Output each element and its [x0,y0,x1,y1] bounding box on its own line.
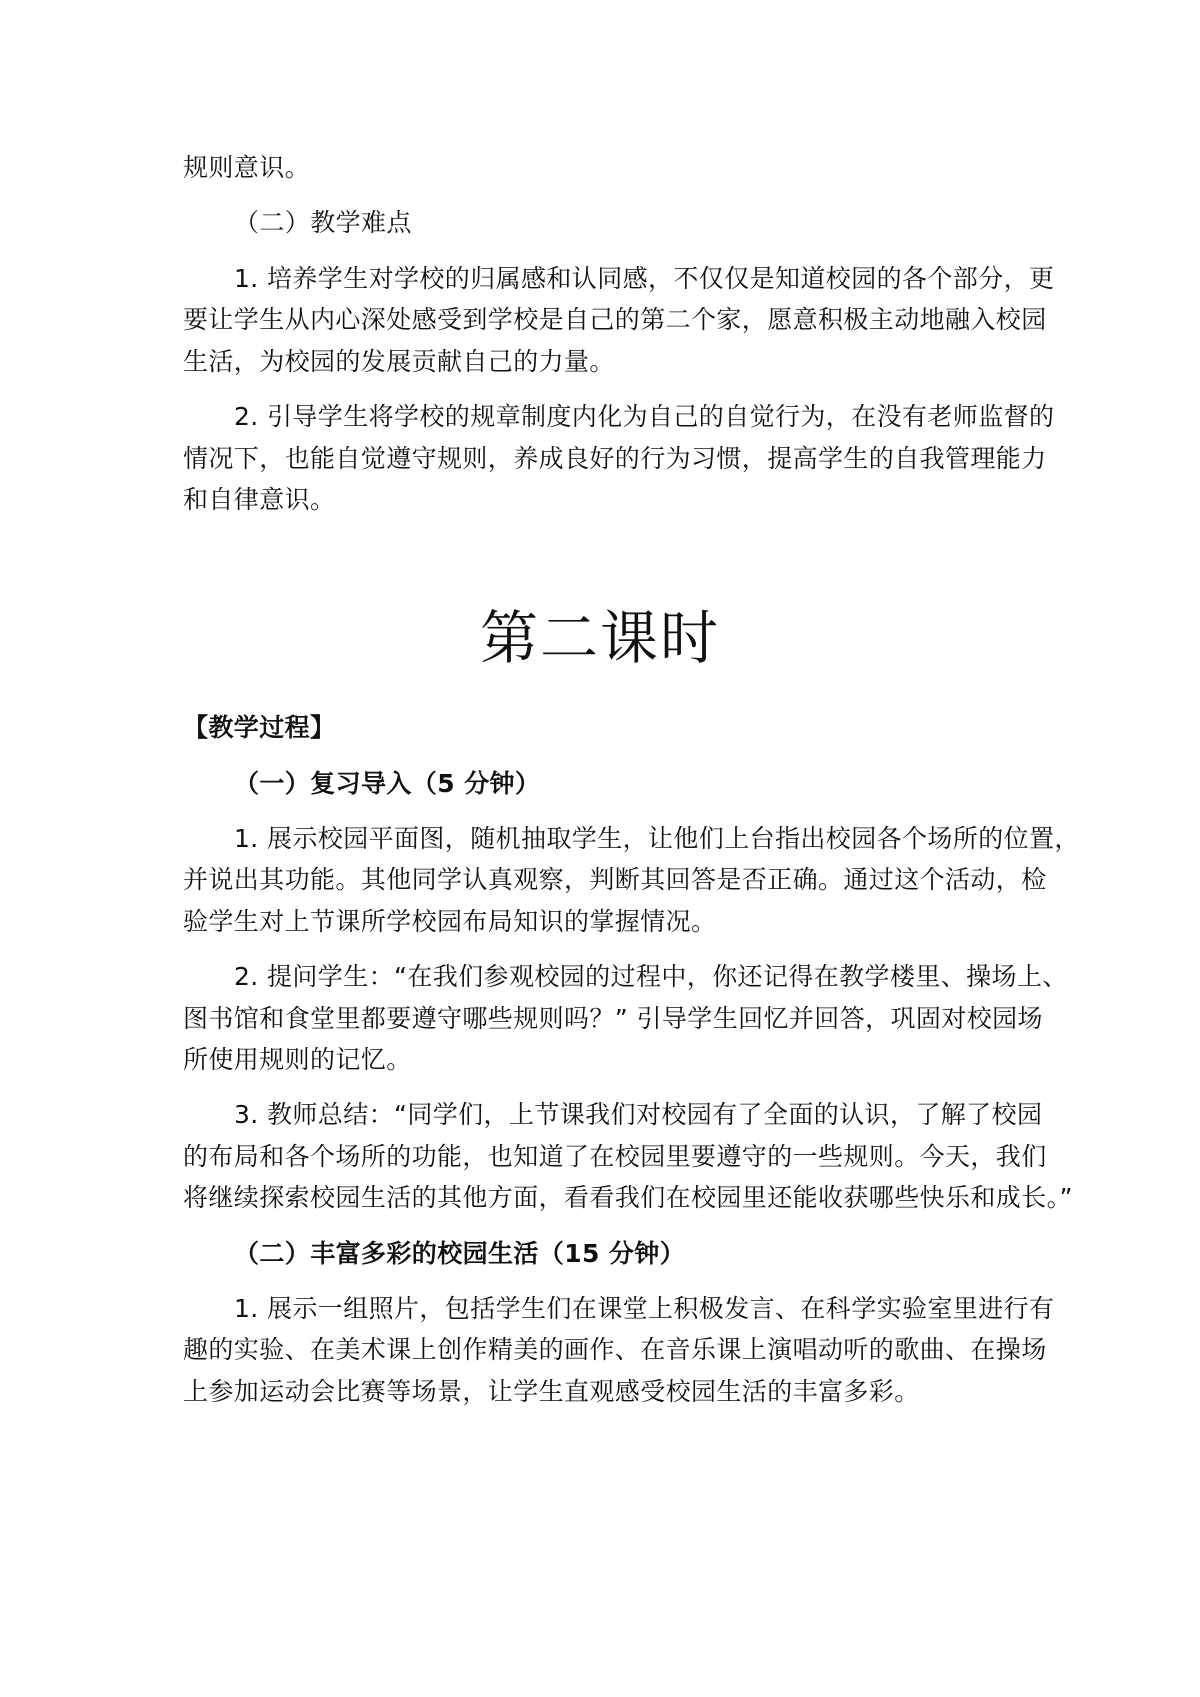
text-line: 并说出其功能。其他同学认真观察，判断其回答是否正确。通过这个活动，检 [183,865,1047,894]
text-line: 趣的实验、在美术课上创作精美的画作、在音乐课上演唱动听的歌曲、在操场 [183,1335,1047,1364]
section-heading: （二）丰富多彩的校园生活（15 分钟） [234,1239,686,1268]
text-line: 2. 引导学生将学校的规章制度内化为自己的自觉行为，在没有老师监督的 [234,402,1055,431]
text-line: 情况下，也能自觉遵守规则，养成良好的行为习惯，提高学生的自我管理能力 [183,444,1047,473]
text-line: 的布局和各个场所的功能，也知道了在校园里要遵守的一些规则。今天，我们 [183,1142,1047,1171]
section-heading: （一）复习导入（5 分钟） [234,769,541,798]
section-heading: 【教学过程】 [183,713,336,742]
text-line: 2. 提问学生：“在我们参观校园的过程中，你还记得在教学楼里、操场上、 [234,962,1068,991]
text-line: 要让学生从内心深处感受到学校是自己的第二个家，愿意积极主动地融入校园 [183,305,1047,334]
text-line: 规则意识。 [183,153,311,182]
text-line: 1. 展示校园平面图，随机抽取学生，让他们上台指出校园各个场所的位置， [234,824,1080,853]
text-line: 和自律意识。 [183,485,336,514]
text-line: 所使用规则的记忆。 [183,1045,412,1074]
text-line: 3. 教师总结：“同学们，上节课我们对校园有了全面的认识，了解了校园 [234,1100,1043,1129]
text-line: 图书馆和食堂里都要遵守哪些规则吗？” 引导学生回忆并回答，巩固对校园场 [183,1004,1043,1033]
text-line: 验学生对上节课所学校园布局知识的掌握情况。 [183,907,717,936]
section-heading: （二）教学难点 [234,208,412,237]
text-line: 1. 培养学生对学校的归属感和认同感，不仅仅是知道校园的各个部分，更 [234,264,1055,293]
text-line: 上参加运动会比赛等场景，让学生直观感受校园生活的丰富多彩。 [183,1377,920,1406]
text-line: 1. 展示一组照片，包括学生们在课堂上积极发言、在科学实验室里进行有 [234,1294,1055,1323]
text-line: 生活，为校园的发展贡献自己的力量。 [183,347,615,376]
text-line: 将继续探索校园生活的其他方面，看看我们在校园里还能收获哪些快乐和成长。” [183,1183,1073,1212]
page-title: 第二课时 [479,604,720,672]
